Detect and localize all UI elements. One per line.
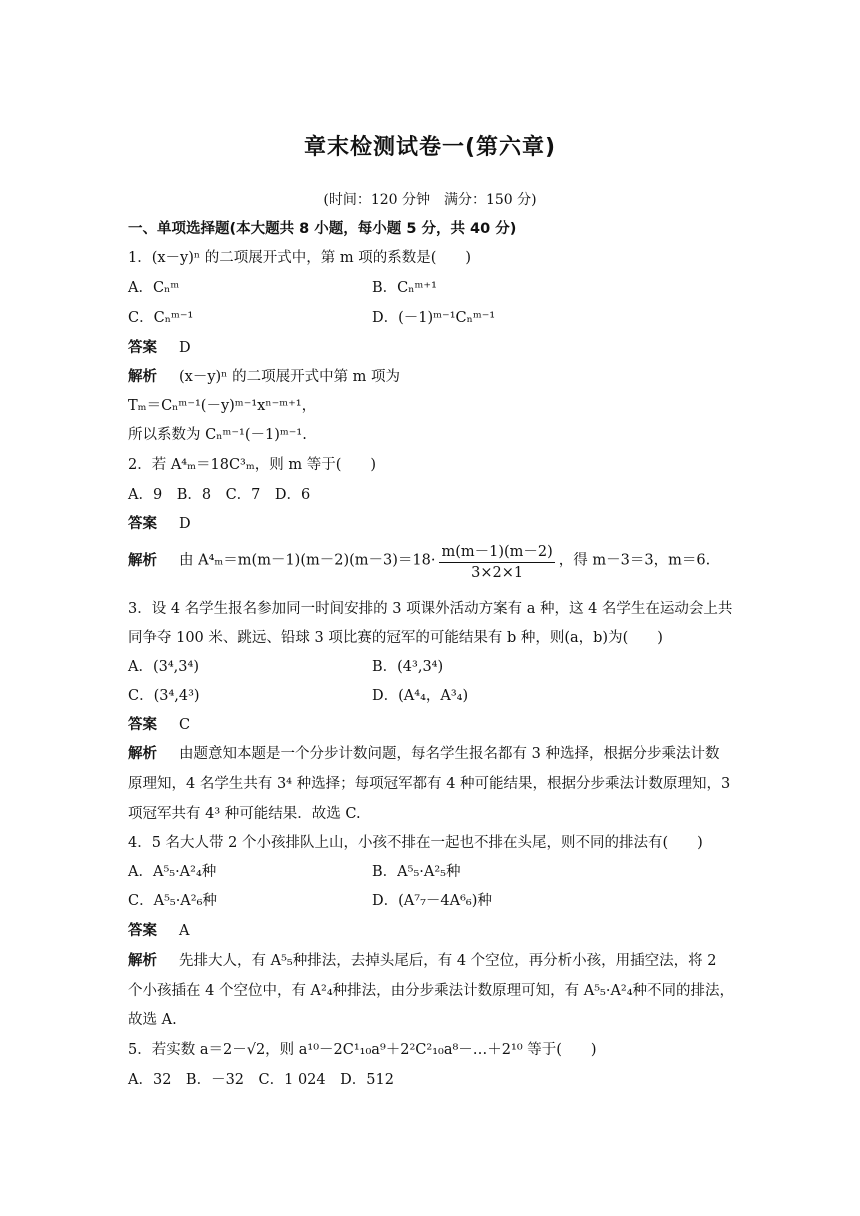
question-2-stem: 2．若 A⁴ₘ＝18C³ₘ，则 m 等于( ) — [128, 457, 377, 473]
analysis-text-post: ，得 m－3＝3，m＝6. — [558, 552, 711, 569]
analysis-label: 解析 — [128, 953, 157, 969]
question-4-analysis-line-3: 故选 A. — [128, 1012, 177, 1028]
question-1-analysis-line-3: 所以系数为 Cₙᵐ⁻¹(－1)ᵐ⁻¹. — [128, 427, 307, 443]
analysis-text: (x－y)ⁿ 的二项展开式中第 m 项为 — [179, 369, 401, 385]
fraction-denominator: 3×2×1 — [471, 565, 524, 581]
analysis-label: 解析 — [128, 369, 157, 385]
answer-label: 答案 — [128, 717, 157, 733]
question-3-option-d: D．(A⁴₄，A³₄) — [372, 688, 469, 704]
question-4-stem: 4．5 名大人带 2 个小孩排队上山，小孩不排在一起也不排在头尾，则不同的排法有( ) — [128, 835, 703, 851]
analysis-text: 先排大人，有 A⁵₅种排法，去掉头尾后，有 4 个空位，再分析小孩，用插空法，将 2 — [179, 953, 717, 969]
question-1-answer — [128, 336, 191, 357]
question-1-analysis-line-2: Tₘ＝Cₙᵐ⁻¹(－y)ᵐ⁻¹xⁿ⁻ᵐ⁺¹， — [128, 398, 317, 414]
exam-info: (时间：120 分钟 满分：150 分) — [323, 192, 537, 208]
answer-value: D — [179, 340, 191, 356]
analysis-text-pre: 由 A⁴ₘ＝m(m－1)(m－2)(m－3)＝18· — [179, 552, 436, 569]
answer-value: D — [179, 516, 191, 532]
answer-label: 答案 — [128, 340, 157, 356]
fraction-numerator: m(m－1)(m－2) — [439, 540, 554, 563]
question-4-option-d: D．(A⁷₇－4A⁶₆)种 — [372, 893, 492, 909]
question-3-analysis — [128, 742, 719, 763]
question-2-answer — [128, 512, 191, 533]
page-title: 章末检测试卷一(第六章) — [303, 135, 557, 160]
answer-value: C — [179, 717, 191, 733]
fraction — [439, 540, 554, 581]
question-1-stem: 1．(x－y)ⁿ 的二项展开式中，第 m 项的系数是( ) — [128, 250, 472, 266]
question-4-answer — [128, 919, 189, 940]
question-3-stem-line-2: 同争夺 100 米、跳远、铅球 3 项比赛的冠军的可能结果有 b 种，则(a，b)为( ) — [128, 630, 663, 646]
question-1-option-b: B．Cₙᵐ⁺¹ — [372, 280, 437, 296]
question-5-options: A．32 B．－32 C．1 024 D．512 — [128, 1072, 394, 1088]
question-5-stem: 5．若实数 a＝2－√2，则 a¹⁰－2C¹₁₀a⁹＋2²C²₁₀a⁸－…＋2¹⁰ 等于( ) — [128, 1042, 597, 1058]
question-2-options: A．9 B．8 C．7 D．6 — [128, 487, 311, 503]
question-3-analysis-line-2: 原理知，4 名学生共有 3⁴ 种选择；每项冠军都有 4 种可能结果，根据分步乘法计数原理知，3 — [128, 776, 731, 792]
answer-label: 答案 — [128, 516, 157, 532]
question-3-analysis-line-3: 项冠军共有 4³ 种可能结果．故选 C. — [128, 806, 361, 822]
question-3-option-a: A．(3⁴,3⁴) — [128, 659, 199, 675]
question-4-option-b: B．A⁵₅·A²₅种 — [372, 864, 461, 880]
question-4-option-c: C．A⁵₅·A²₆种 — [128, 893, 217, 909]
question-4-analysis — [128, 949, 716, 970]
question-1-option-a: A．Cₙᵐ — [128, 280, 180, 296]
question-3-option-c: C．(3⁴,4³) — [128, 688, 200, 704]
section-heading: 一、单项选择题(本大题共 8 小题，每小题 5 分，共 40 分) — [128, 221, 517, 237]
question-2-analysis — [128, 540, 710, 581]
question-3-answer — [128, 713, 190, 734]
question-1-option-d: D．(－1)ᵐ⁻¹Cₙᵐ⁻¹ — [372, 310, 496, 326]
question-4-analysis-line-2: 个小孩插在 4 个空位中，有 A²₄种排法，由分步乘法计数原理可知，有 A⁵₅·A²₄种不同的排法， — [128, 983, 735, 999]
analysis-label: 解析 — [128, 552, 157, 569]
question-1-analysis — [128, 365, 400, 386]
question-3-option-b: B．(4³,3⁴) — [372, 659, 444, 675]
question-4-option-a: A．A⁵₅·A²₄种 — [128, 864, 217, 880]
question-1-option-c: C．Cₙᵐ⁻¹ — [128, 310, 194, 326]
analysis-text: 由题意知本题是一个分步计数问题，每名学生报名都有 3 种选择，根据分步乘法计数 — [179, 746, 720, 762]
answer-value: A — [179, 923, 190, 939]
answer-label: 答案 — [128, 923, 157, 939]
analysis-label: 解析 — [128, 746, 157, 762]
question-3-stem-line-1: 3．设 4 名学生报名参加同一时间安排的 3 项课外活动方案有 a 种，这 4 名学生在运动会上共 — [128, 601, 733, 617]
